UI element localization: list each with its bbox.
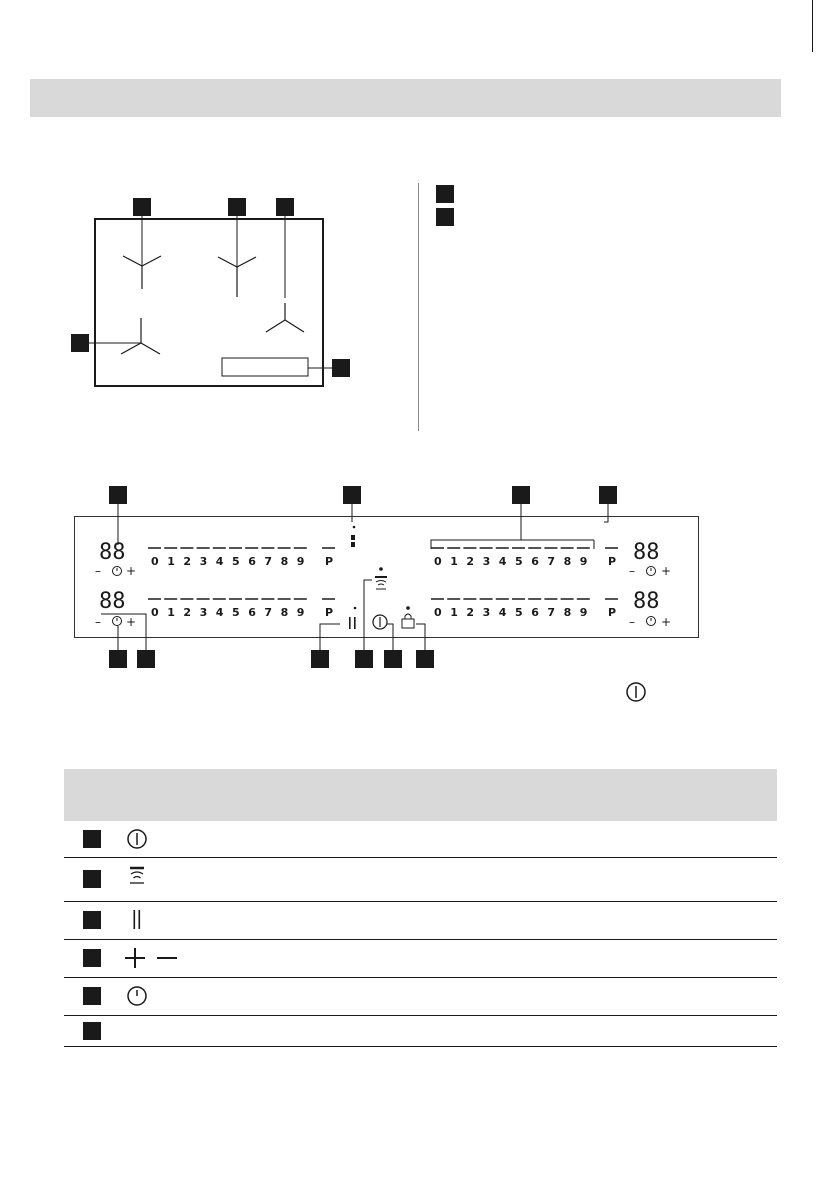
leader-line: [101, 614, 146, 650]
power-icon: [624, 680, 648, 704]
section-header-band: [30, 79, 781, 117]
level-label: 0: [434, 555, 442, 568]
timer-icon: [647, 567, 656, 576]
star-zone-icon: [266, 303, 304, 332]
row-marker: [83, 870, 101, 888]
top-rule: [812, 0, 813, 52]
level-label: 9: [296, 555, 305, 568]
level-label: P: [325, 555, 334, 568]
timer-icon: [647, 617, 656, 626]
power-icon: [125, 827, 149, 851]
level-label: 7: [547, 606, 556, 619]
table-row: [64, 940, 777, 978]
hob2hood-icon: [375, 568, 387, 589]
minus-sign: –: [629, 615, 635, 629]
level-label: 5: [232, 555, 240, 568]
level-label: 7: [547, 555, 556, 568]
zone-display: 88: [99, 540, 126, 565]
minus-sign: –: [629, 564, 635, 578]
control-panel-graphics: [74, 490, 704, 660]
level-label: 4: [215, 606, 224, 619]
zone-display: 88: [99, 589, 126, 614]
leader-line: [604, 504, 608, 522]
minus-sign: –: [95, 615, 101, 629]
callout-square: [276, 198, 294, 216]
plus-sign: +: [126, 564, 137, 578]
callout-square: [133, 198, 151, 216]
level-label: 4: [215, 555, 224, 568]
level-label: 2: [183, 606, 192, 619]
level-label: 3: [199, 555, 208, 568]
row-marker: [83, 949, 101, 967]
level-label: 9: [296, 606, 305, 619]
level-label: 6: [248, 555, 256, 568]
level-label: 2: [183, 555, 192, 568]
table-row: [64, 821, 777, 858]
level-label: 1: [167, 555, 175, 568]
level-label: 5: [515, 606, 523, 619]
table-row: [64, 902, 777, 940]
legend-square: [436, 185, 454, 203]
column-divider: [418, 183, 419, 431]
level-label: 6: [248, 606, 256, 619]
zone-display: 88: [633, 589, 660, 614]
pause-icon: [125, 908, 149, 932]
level-label: 8: [563, 606, 572, 619]
table-header: [64, 769, 777, 821]
lock-icon: [402, 607, 414, 628]
level-label: 9: [579, 555, 588, 568]
power-icon: [373, 615, 387, 629]
bridge-icon: [351, 526, 355, 547]
leader-line: [320, 624, 340, 650]
level-label: 0: [434, 606, 442, 619]
callout-square: [71, 334, 89, 352]
level-label: 2: [466, 606, 475, 619]
timer-icon: [125, 984, 149, 1008]
legend-square: [436, 208, 454, 226]
level-label: 4: [498, 555, 507, 568]
level-label: 1: [450, 555, 458, 568]
level-label: 5: [232, 606, 240, 619]
level-label: 5: [515, 555, 523, 568]
leader-line: [416, 624, 425, 650]
level-label: 0: [151, 606, 159, 619]
leader-line: [387, 624, 393, 650]
level-label: 2: [466, 555, 475, 568]
control-panel-outline: [222, 358, 308, 376]
cooktop-outline: [95, 219, 323, 386]
table-row: [64, 978, 777, 1016]
row-marker: [83, 987, 101, 1005]
level-label: P: [608, 555, 617, 568]
level-label: 0: [151, 555, 159, 568]
level-label: 3: [482, 555, 491, 568]
hob2hood-icon: [125, 864, 149, 888]
level-label: 1: [167, 606, 175, 619]
pause-icon: [349, 607, 356, 629]
level-label: 8: [280, 606, 289, 619]
leader-line: [431, 504, 521, 549]
zone-display: 88: [633, 540, 660, 565]
row-marker: [83, 830, 101, 848]
level-label: 3: [199, 606, 208, 619]
cooktop-diagram: [60, 190, 360, 390]
callout-square: [332, 359, 350, 377]
level-label: 3: [482, 606, 491, 619]
callout-square: [228, 198, 246, 216]
minus-sign: –: [95, 564, 101, 578]
timer-icon: [113, 617, 122, 626]
plus-sign: +: [661, 615, 672, 629]
star-zone-icon: [121, 318, 160, 354]
level-label: P: [325, 606, 334, 619]
plus-sign: +: [126, 615, 137, 629]
row-marker: [83, 1022, 101, 1040]
row-marker: [83, 911, 101, 929]
level-label: 8: [280, 555, 289, 568]
leader-line: [364, 580, 372, 650]
level-label: 7: [264, 555, 273, 568]
table-row: [64, 858, 777, 902]
level-label: 7: [264, 606, 273, 619]
level-label: 9: [579, 606, 588, 619]
level-label: 1: [450, 606, 458, 619]
plus-minus-icon: [125, 946, 185, 970]
level-label: 8: [563, 555, 572, 568]
plus-sign: +: [661, 564, 672, 578]
level-label: 6: [531, 555, 539, 568]
level-label: 4: [498, 606, 507, 619]
level-label: 6: [531, 606, 539, 619]
level-label: P: [608, 606, 617, 619]
table-row: [64, 1016, 777, 1047]
timer-icon: [113, 567, 122, 576]
